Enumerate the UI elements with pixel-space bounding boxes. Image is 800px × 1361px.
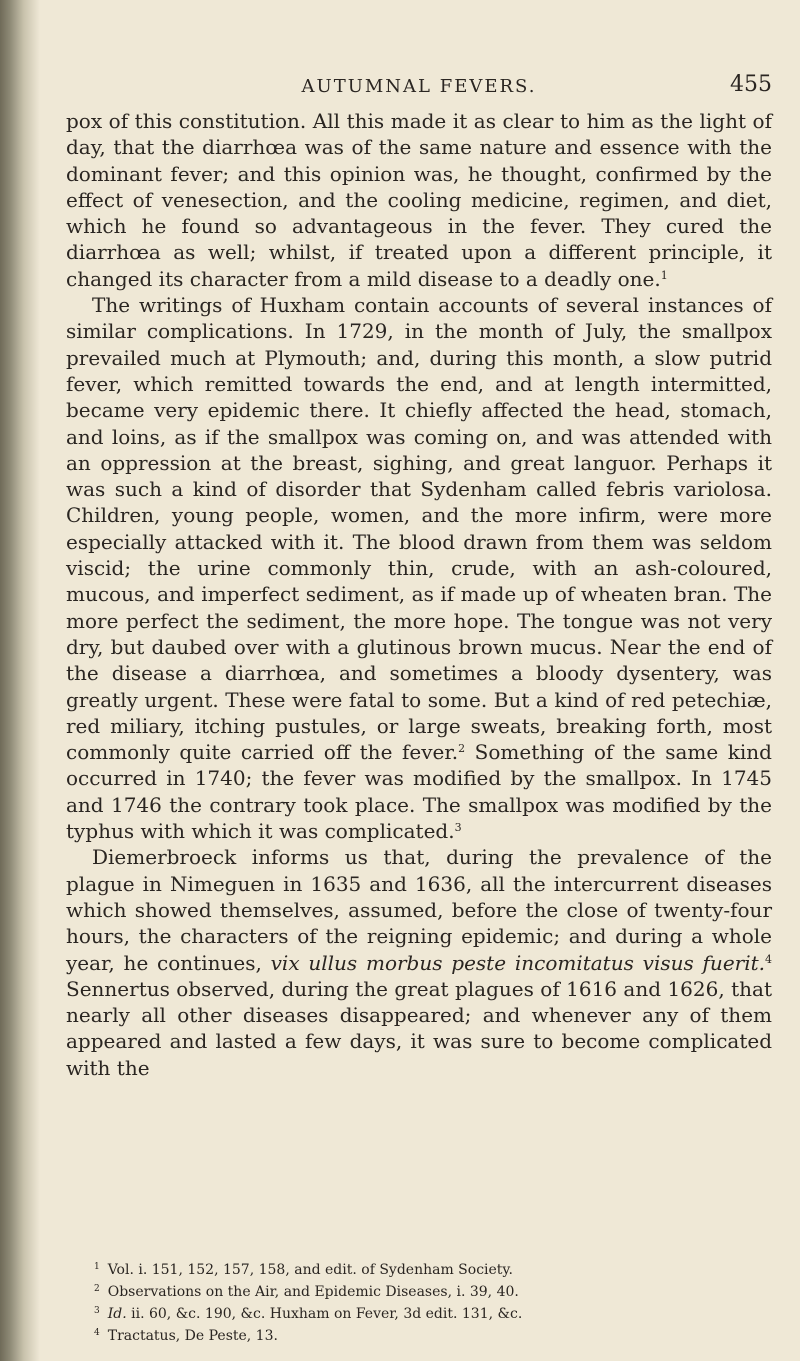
footnotes [94,1258,754,1346]
footnote [94,1324,754,1346]
footnote-mark: 3 [94,1306,100,1316]
paragraph-diemerbroeck [66,844,772,1081]
paragraph-continuation [66,108,772,292]
footnote-text: Vol. i. 151, 152, 157, 158, and edit. of Sydenham Society. [107,1262,513,1278]
footnote-reference: 2 [458,742,466,756]
paragraph-text: pox of this constitution. All this made it as clear to him as the light of day, that the diarrhœa was of the same nature and essence with the dominant fever; and this opinion was, he thought, confirmed by the effect of venesection, and the cooling medicine, regimen, and diet, which he found so advantageous in the fever. They cured the diarrhœa as well; whilst, if treated upon a different principle, it changed its character from a mild disease to a deadly one. [66,109,772,291]
paragraph-text: The writings of Huxham contain accounts of several instances of similar complications. In 1729, in the month of July, the smallpox prevailed much at Plymouth; and, during this month, a slow putrid fever, which remitted towards the end, and at length intermitted, became very epidemic there. It chiefly affected the head, stomach, and loins, as if the smallpox was coming on, and was attended with an oppression at the breast, sighing, and great languor. Perhaps it was such a kind of disorder that Sydenham called febris variolosa. Children, young people, women, and the more infirm, were more especially attacked with it. The blood drawn from them was seldom viscid; the urine commonly thin, crude, with an ash-coloured, mucous, and imperfect sediment, as if made up of wheaten bran. The more perfect the sediment, the more hope. The tongue was not very dry, but daubed over with a glutinous brown mucus. Near the end of the disease a diarrhœa, and sometimes a bloody dysentery, was greatly urgent. These were fatal to some. But a kind of red petechiæ, red miliary, itching pustules, or large sweats, breaking forth, most commonly quite carried off the fever. [66,293,772,765]
footnote [94,1302,754,1324]
paragraph-huxham [66,292,772,844]
footnote [94,1280,754,1302]
paragraph-text: Something of the same kind occurred in 1740; the fever was modified by the smallpox. In 1745 and 1746 the contrary took place. The smallpox was modified by the typhus with which it was complicated. [66,740,772,844]
footnote-ibid: Id. [107,1306,127,1322]
footnote-reference: 3 [454,821,462,835]
footnote-reference: 1 [660,268,668,282]
footnote-text: Observations on the Air, and Epidemic Diseases, i. 39, 40. [107,1284,519,1300]
page-number: 455 [730,72,772,97]
latin-quotation: vix ullus morbus peste incomitatus visus fuerit. [270,950,766,975]
footnote-text: ii. 60, &c. 190, &c. Huxham on Fever, 3d edit. 131, &c. [126,1306,523,1322]
book-page [66,0,772,1361]
footnote-text: Tractatus, De Peste, 13. [107,1328,278,1344]
paragraph-text: Diemerbroeck informs us that, during the prevalence of the plague in Nimeguen in 1635 and 1636, all the intercurrent diseases which showed themselves, assumed, before the close of twenty-four hours, the characters of the reigning epidemic; and during a whole year, he continues, [66,845,772,975]
footnote-mark: 4 [94,1328,100,1338]
running-title: AUTUMNAL FEVERS. [301,76,537,97]
footnote [94,1258,754,1280]
book-binding-shadow [0,0,40,1361]
page-header [66,70,772,100]
footnote-mark: 1 [94,1262,100,1272]
body-text [66,108,772,1081]
footnote-mark: 2 [94,1284,100,1294]
footnote-reference: 4 [765,952,773,966]
paragraph-text: Sennertus observed, during the great plagues of 1616 and 1626, that nearly all other diseases disappeared; and whenever any of them appeared and lasted a few days, it was sure to become complicated with the [66,976,772,1080]
